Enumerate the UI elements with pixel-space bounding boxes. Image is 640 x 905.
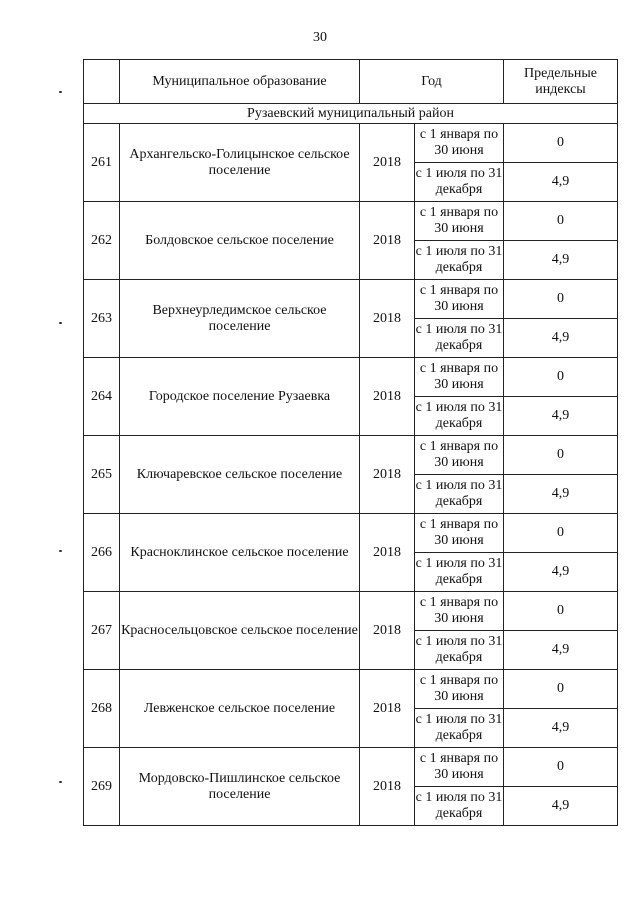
index-value: 0 — [504, 202, 618, 241]
table-row — [84, 280, 618, 319]
row-number: 263 — [84, 280, 120, 358]
period-label: с 1 июля по 31 декабря — [415, 319, 504, 358]
index-value: 0 — [504, 124, 618, 163]
index-value: 4,9 — [504, 319, 618, 358]
municipality-name: Левженское сельское поселение — [120, 670, 360, 748]
table-row — [84, 358, 618, 397]
row-year: 2018 — [360, 202, 415, 280]
scan-mark — [59, 550, 62, 552]
page-number: 30 — [313, 30, 327, 45]
index-value: 4,9 — [504, 631, 618, 670]
index-value: 0 — [504, 748, 618, 787]
index-value: 4,9 — [504, 553, 618, 592]
period-label: с 1 января по 30 июня — [415, 202, 504, 241]
header-indices: Предельные индексы — [504, 60, 618, 104]
period-label: с 1 июля по 31 декабря — [415, 475, 504, 514]
table-row — [84, 670, 618, 709]
index-value: 4,9 — [504, 475, 618, 514]
period-label: с 1 января по 30 июня — [415, 670, 504, 709]
index-value: 0 — [504, 514, 618, 553]
table-header-row — [84, 60, 618, 104]
header-year: Год — [360, 60, 504, 104]
row-number: 268 — [84, 670, 120, 748]
row-year: 2018 — [360, 514, 415, 592]
row-number: 266 — [84, 514, 120, 592]
municipality-name: Красноклинское сельское поселение — [120, 514, 360, 592]
row-year: 2018 — [360, 124, 415, 202]
municipality-name: Верхнеурледимское сельское поселение — [120, 280, 360, 358]
table-row — [84, 748, 618, 787]
municipality-name: Ключаревское сельское поселение — [120, 436, 360, 514]
period-label: с 1 июля по 31 декабря — [415, 709, 504, 748]
index-value: 0 — [504, 436, 618, 475]
period-label: с 1 июля по 31 декабря — [415, 631, 504, 670]
index-value: 4,9 — [504, 787, 618, 826]
row-number: 262 — [84, 202, 120, 280]
index-value: 4,9 — [504, 397, 618, 436]
table-row — [84, 124, 618, 163]
row-number: 261 — [84, 124, 120, 202]
row-year: 2018 — [360, 280, 415, 358]
index-value: 0 — [504, 670, 618, 709]
period-label: с 1 июля по 31 декабря — [415, 553, 504, 592]
row-number: 264 — [84, 358, 120, 436]
row-year: 2018 — [360, 592, 415, 670]
period-label: с 1 января по 30 июня — [415, 748, 504, 787]
scan-mark — [59, 322, 62, 324]
municipality-name: Красносельцовское сельское поселение — [120, 592, 360, 670]
index-value: 4,9 — [504, 709, 618, 748]
row-year: 2018 — [360, 748, 415, 826]
row-year: 2018 — [360, 670, 415, 748]
row-year: 2018 — [360, 358, 415, 436]
table-row — [84, 202, 618, 241]
row-year: 2018 — [360, 436, 415, 514]
region-row — [84, 104, 618, 124]
row-number: 265 — [84, 436, 120, 514]
header-municipality: Муниципальное образование — [120, 60, 360, 104]
municipality-name: Городское поселение Рузаевка — [120, 358, 360, 436]
indices-table — [83, 59, 618, 826]
period-label: с 1 июля по 31 декабря — [415, 163, 504, 202]
index-value: 0 — [504, 358, 618, 397]
period-label: с 1 июля по 31 декабря — [415, 787, 504, 826]
index-value: 0 — [504, 592, 618, 631]
row-number: 269 — [84, 748, 120, 826]
period-label: с 1 января по 30 июня — [415, 124, 504, 163]
municipality-name: Болдовское сельское поселение — [120, 202, 360, 280]
period-label: с 1 января по 30 июня — [415, 358, 504, 397]
period-label: с 1 января по 30 июня — [415, 280, 504, 319]
row-number: 267 — [84, 592, 120, 670]
index-value: 0 — [504, 280, 618, 319]
period-label: с 1 января по 30 июня — [415, 436, 504, 475]
table-row — [84, 514, 618, 553]
table-row — [84, 436, 618, 475]
header-num — [84, 60, 120, 104]
scan-mark — [59, 91, 62, 93]
scan-mark — [59, 781, 62, 783]
index-value: 4,9 — [504, 163, 618, 202]
municipality-name: Мордовско-Пишлинское сельское поселение — [120, 748, 360, 826]
index-value: 4,9 — [504, 241, 618, 280]
period-label: с 1 января по 30 июня — [415, 592, 504, 631]
period-label: с 1 января по 30 июня — [415, 514, 504, 553]
table-row — [84, 592, 618, 631]
region-title: Рузаевский муниципальный район — [84, 104, 618, 124]
period-label: с 1 июля по 31 декабря — [415, 397, 504, 436]
municipality-name: Архангельско-Голицынское сельское поселение — [120, 124, 360, 202]
period-label: с 1 июля по 31 декабря — [415, 241, 504, 280]
